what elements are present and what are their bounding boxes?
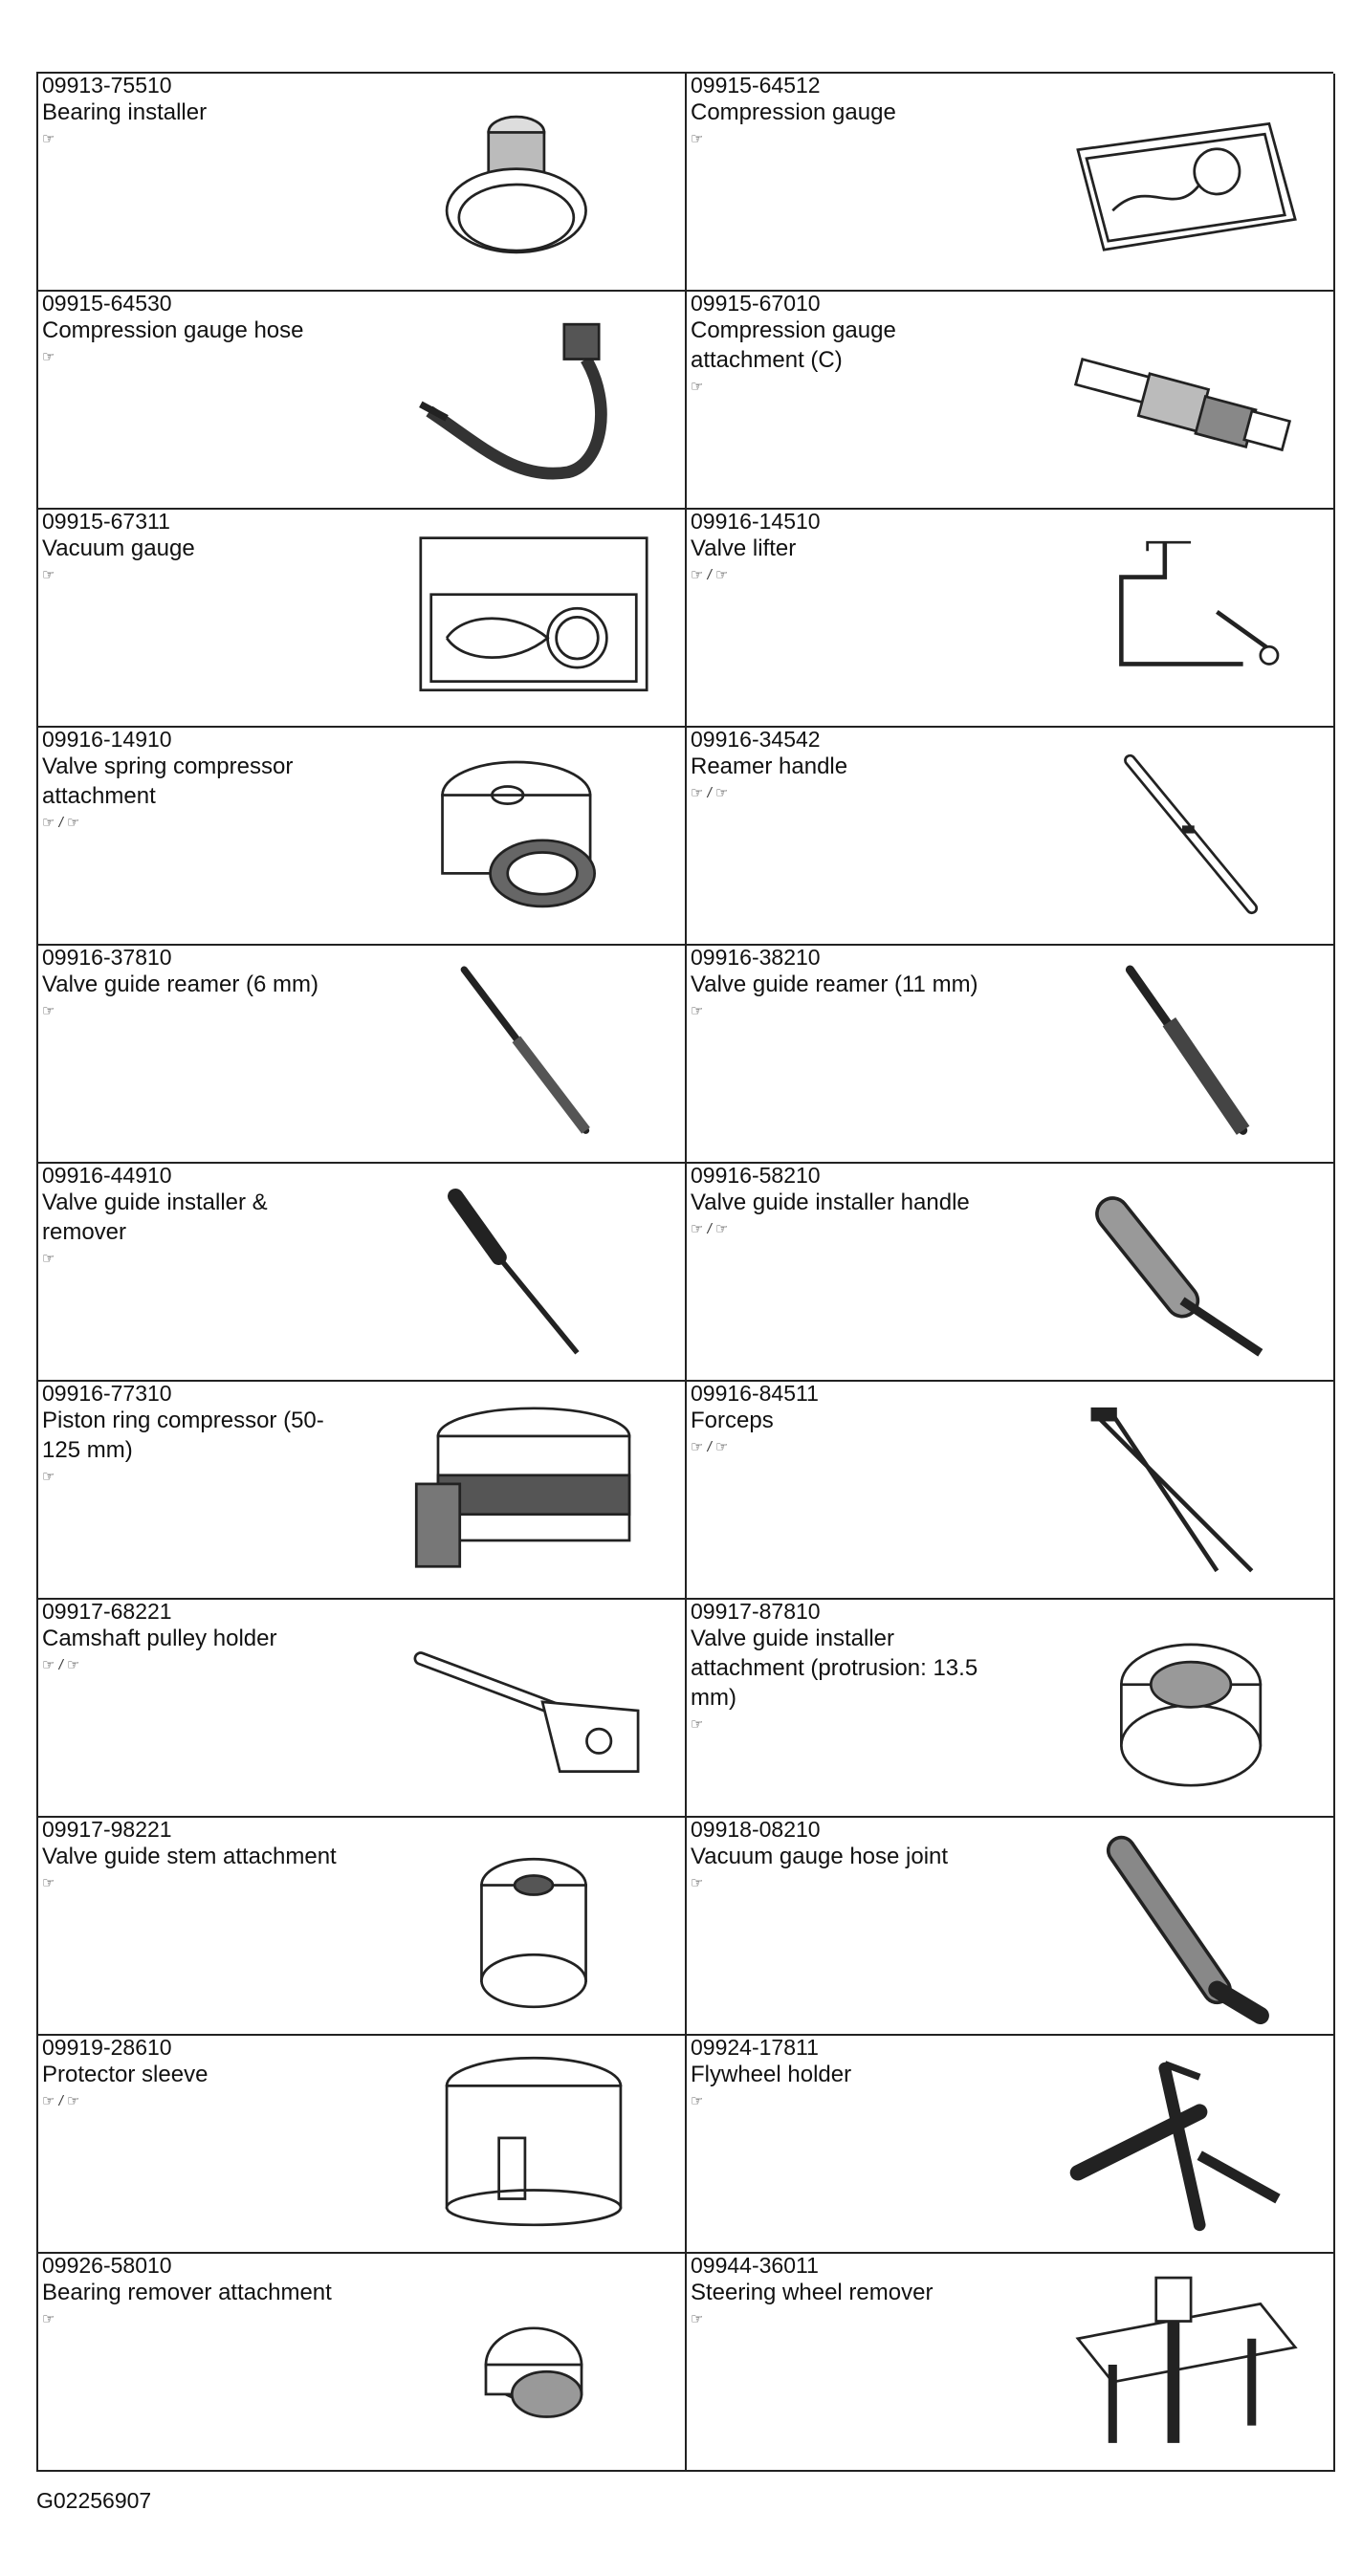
reference-marks: ☞ / ☞ [42,2093,80,2109]
part-number: 09915-67311 [42,510,170,534]
tool-cell [687,1382,1335,1600]
tool-name: Valve guide reamer (6 mm) [42,971,319,997]
tool-cell [38,74,687,292]
gauge-hose-icon [400,307,668,498]
part-number: 09916-58210 [691,1164,821,1188]
part-number: 09918-08210 [691,1818,821,1842]
tool-name: Valve guide installer attachment (protrusion: 13.5 mm) [691,1626,978,1711]
installer-attachment-icon [1048,1615,1316,1806]
part-number: 09915-64512 [691,74,821,98]
reference-marks: ☞ [42,1251,55,1267]
tool-name: Compression gauge hose [42,317,304,343]
tool-name: Bearing installer [42,99,208,125]
part-number: 09916-37810 [42,946,172,970]
tool-name: Camshaft pulley holder [42,1626,277,1651]
tool-cell [687,510,1335,728]
tool-name: Valve guide installer & remover [42,1190,268,1245]
reference-marks: ☞ / ☞ [691,567,729,583]
reference-marks: ☞ [691,1003,704,1019]
tool-cell [38,728,687,946]
part-number: 09944-36011 [691,2254,819,2278]
reamer-handle-icon [1048,743,1316,934]
reference-marks: ☞ [691,131,704,147]
tool-name: Valve guide stem attachment [42,1844,337,1869]
tool-cell [38,1818,687,2036]
reference-marks: ☞ / ☞ [691,1221,729,1237]
reference-marks: ☞ [691,379,704,395]
compression-gauge-icon [1048,89,1316,280]
reference-marks: ☞ [42,2311,55,2327]
part-number: 09915-64530 [42,292,172,316]
tool-name: Compression gauge attachment (C) [691,317,896,373]
tool-name: Flywheel holder [691,2062,852,2087]
part-number: 09917-98221 [42,1818,172,1842]
stem-attachment-icon [400,1833,668,2024]
tool-cell [38,1600,687,1818]
reference-marks: ☞ [42,349,55,365]
gauge-attachment-icon [1048,307,1316,498]
tool-name: Protector sleeve [42,2062,209,2087]
reference-marks: ☞ [42,1875,55,1891]
part-number: 09916-14910 [42,728,172,752]
reference-marks: ☞ [42,1469,55,1485]
tool-cell [38,510,687,728]
hose-joint-icon [1048,1833,1316,2024]
tool-name: Vacuum gauge [42,535,195,561]
part-number: 09916-84511 [691,1382,819,1406]
reference-marks: ☞ / ☞ [42,1657,80,1673]
protector-sleeve-icon [400,2051,668,2242]
vacuum-gauge-icon [400,525,668,716]
tool-name: Vacuum gauge hose joint [691,1844,949,1869]
steering-wheel-remover-icon [1048,2269,1316,2460]
tool-cell [38,946,687,1164]
reference-marks: ☞ / ☞ [691,785,729,801]
tool-cell [687,1818,1335,2036]
reamer-6mm-icon [400,961,668,1152]
tool-cell [38,1164,687,1382]
tool-name: Valve guide reamer (11 mm) [691,971,978,997]
part-number: 09916-34542 [691,728,821,752]
bearing-remover-icon [400,2269,668,2460]
piston-ring-compressor-icon [400,1397,668,1588]
tool-name: Valve guide installer handle [691,1190,970,1215]
special-tools-table [36,72,1333,2472]
pulley-holder-icon [400,1615,668,1806]
installer-handle-icon [1048,1179,1316,1370]
tool-cell [687,946,1335,1164]
reference-marks: ☞ [691,2093,704,2109]
reamer-11mm-icon [1048,961,1316,1152]
tool-name: Piston ring compressor (50- 125 mm) [42,1408,324,1463]
tool-cell [38,2254,687,2472]
tool-cell [38,292,687,510]
tool-name: Bearing remover attachment [42,2280,332,2305]
part-number: 09916-38210 [691,946,821,970]
forceps-icon [1048,1397,1316,1588]
reference-marks: ☞ / ☞ [691,1439,729,1455]
reference-marks: ☞ / ☞ [42,815,80,831]
part-number: 09916-44910 [42,1164,172,1188]
part-number: 09917-87810 [691,1600,821,1624]
tool-cell [687,728,1335,946]
tool-name: Reamer handle [691,753,848,779]
tool-name: Steering wheel remover [691,2280,934,2305]
reference-marks: ☞ [42,567,55,583]
tool-cell [687,2254,1335,2472]
part-number: 09926-58010 [42,2254,172,2278]
tools-grid [36,72,1333,2472]
part-number: 09919-28610 [42,2036,172,2060]
valve-lifter-icon [1048,525,1316,716]
part-number: 09913-75510 [42,74,172,98]
reference-marks: ☞ [42,131,55,147]
part-number: 09916-77310 [42,1382,172,1406]
bearing-installer-icon [400,89,668,280]
tool-cell [687,292,1335,510]
part-number: 09924-17811 [691,2036,819,2060]
reference-marks: ☞ [691,1716,704,1733]
part-number: 09915-67010 [691,292,821,316]
reference-marks: ☞ [42,1003,55,1019]
tool-name: Valve spring compressor attachment [42,753,294,809]
spring-compressor-icon [400,743,668,934]
tool-name: Forceps [691,1408,774,1433]
tool-name: Compression gauge [691,99,896,125]
part-number: 09917-68221 [42,1600,172,1624]
tool-cell [687,1164,1335,1382]
tool-cell [687,2036,1335,2254]
tool-cell [38,1382,687,1600]
tool-cell [38,2036,687,2254]
tool-cell [687,1600,1335,1818]
tool-cell [687,74,1335,292]
figure-id: G02256907 [36,2488,152,2513]
reference-marks: ☞ [691,1875,704,1891]
guide-installer-remover-icon [400,1179,668,1370]
part-number: 09916-14510 [691,510,821,534]
reference-marks: ☞ [691,2311,704,2327]
flywheel-holder-icon [1048,2051,1316,2242]
tool-name: Valve lifter [691,535,797,561]
